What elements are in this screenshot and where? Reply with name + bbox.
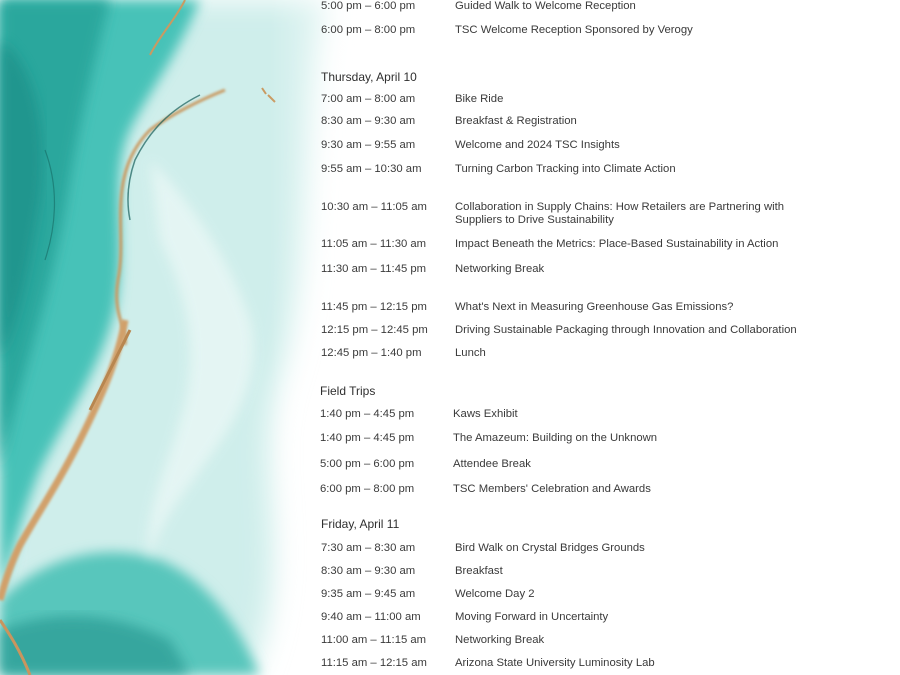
agenda-event: Collaboration in Supply Chains: How Retailers are Partnering with Suppliers to Drive Sustainability bbox=[455, 201, 785, 226]
agenda-event: Breakfast & Registration bbox=[455, 115, 577, 127]
agenda-event: Impact Beneath the Metrics: Place-Based Sustainability in Action bbox=[455, 238, 779, 250]
agenda-event: Turning Carbon Tracking into Climate Action bbox=[455, 163, 676, 175]
agenda-row bbox=[0, 611, 900, 627]
agenda-row bbox=[0, 634, 900, 650]
agenda-event: Moving Forward in Uncertainty bbox=[455, 611, 609, 623]
agenda-time: 11:45 pm – 12:15 pm bbox=[321, 301, 427, 313]
agenda-event: TSC Welcome Reception Sponsored by Verogy bbox=[455, 24, 693, 36]
day-heading-thursday: Thursday, April 10 bbox=[321, 70, 417, 84]
agenda-event: Attendee Break bbox=[453, 458, 531, 470]
agenda-event: TSC Members' Celebration and Awards bbox=[453, 483, 651, 495]
agenda-event: Kaws Exhibit bbox=[453, 408, 518, 420]
agenda-time: 11:15 am – 12:15 am bbox=[321, 657, 427, 669]
agenda-event: The Amazeum: Building on the Unknown bbox=[453, 432, 658, 444]
agenda-row bbox=[0, 301, 900, 317]
agenda-row bbox=[0, 0, 900, 16]
agenda-time: 11:30 am – 11:45 pm bbox=[321, 263, 427, 275]
agenda-time: 12:15 pm – 12:45 pm bbox=[321, 324, 428, 336]
agenda-row bbox=[0, 432, 900, 448]
agenda-row bbox=[0, 408, 900, 424]
agenda-time: 9:55 am – 10:30 am bbox=[321, 163, 422, 175]
agenda-time: 12:45 pm – 1:40 pm bbox=[321, 347, 422, 359]
agenda-row bbox=[0, 347, 900, 363]
agenda-event: Lunch bbox=[455, 347, 486, 359]
agenda-event: Networking Break bbox=[455, 263, 545, 275]
agenda-row bbox=[0, 263, 900, 279]
agenda-time: 1:40 pm – 4:45 pm bbox=[320, 408, 415, 420]
agenda-event: Welcome Day 2 bbox=[455, 588, 535, 600]
agenda-row bbox=[0, 458, 900, 474]
agenda-row bbox=[0, 238, 900, 254]
agenda-row bbox=[0, 139, 900, 155]
agenda-event: Welcome and 2024 TSC Insights bbox=[455, 139, 620, 151]
agenda-event: Networking Break bbox=[455, 634, 545, 646]
agenda-row bbox=[0, 115, 900, 131]
agenda-row bbox=[0, 163, 900, 179]
agenda-row bbox=[0, 565, 900, 581]
agenda-row bbox=[0, 588, 900, 604]
agenda-event: Bike Ride bbox=[455, 93, 504, 105]
agenda-time: 7:00 am – 8:00 am bbox=[321, 93, 416, 105]
agenda-event: Arizona State University Luminosity Lab bbox=[455, 657, 655, 669]
agenda-time: 9:40 am – 11:00 am bbox=[321, 611, 421, 623]
agenda-event: Bird Walk on Crystal Bridges Grounds bbox=[455, 542, 645, 554]
agenda-time: 9:35 am – 9:45 am bbox=[321, 588, 416, 600]
agenda-row bbox=[0, 542, 900, 558]
agenda-row bbox=[0, 657, 900, 673]
agenda-event: What's Next in Measuring Greenhouse Gas Emissions? bbox=[455, 301, 734, 313]
agenda-time: 6:00 pm – 8:00 pm bbox=[320, 483, 415, 495]
agenda-event: Guided Walk to Welcome Reception bbox=[455, 0, 636, 12]
agenda-time: 6:00 pm – 8:00 pm bbox=[321, 24, 416, 36]
agenda-event: Driving Sustainable Packaging through Innovation and Collaboration bbox=[455, 324, 797, 336]
agenda-time: 5:00 pm – 6:00 pm bbox=[321, 0, 416, 12]
agenda-row bbox=[0, 324, 900, 340]
agenda-time: 10:30 am – 11:05 am bbox=[321, 201, 427, 213]
section-heading-field-trips: Field Trips bbox=[320, 384, 376, 398]
agenda-row bbox=[0, 483, 900, 499]
agenda-row bbox=[0, 201, 900, 226]
agenda-time: 8:30 am – 9:30 am bbox=[321, 115, 416, 127]
agenda-row bbox=[0, 24, 900, 40]
agenda-time: 5:00 pm – 6:00 pm bbox=[320, 458, 415, 470]
agenda-time: 7:30 am – 8:30 am bbox=[321, 542, 416, 554]
agenda-time: 11:00 am – 11:15 am bbox=[321, 634, 427, 646]
day-heading-friday: Friday, April 11 bbox=[321, 517, 400, 531]
agenda-time: 1:40 pm – 4:45 pm bbox=[320, 432, 415, 444]
agenda-row bbox=[0, 93, 900, 109]
agenda-time: 8:30 am – 9:30 am bbox=[321, 565, 416, 577]
agenda-time: 11:05 am – 11:30 am bbox=[321, 238, 427, 250]
agenda-time: 9:30 am – 9:55 am bbox=[321, 139, 416, 151]
agenda-event: Breakfast bbox=[455, 565, 503, 577]
